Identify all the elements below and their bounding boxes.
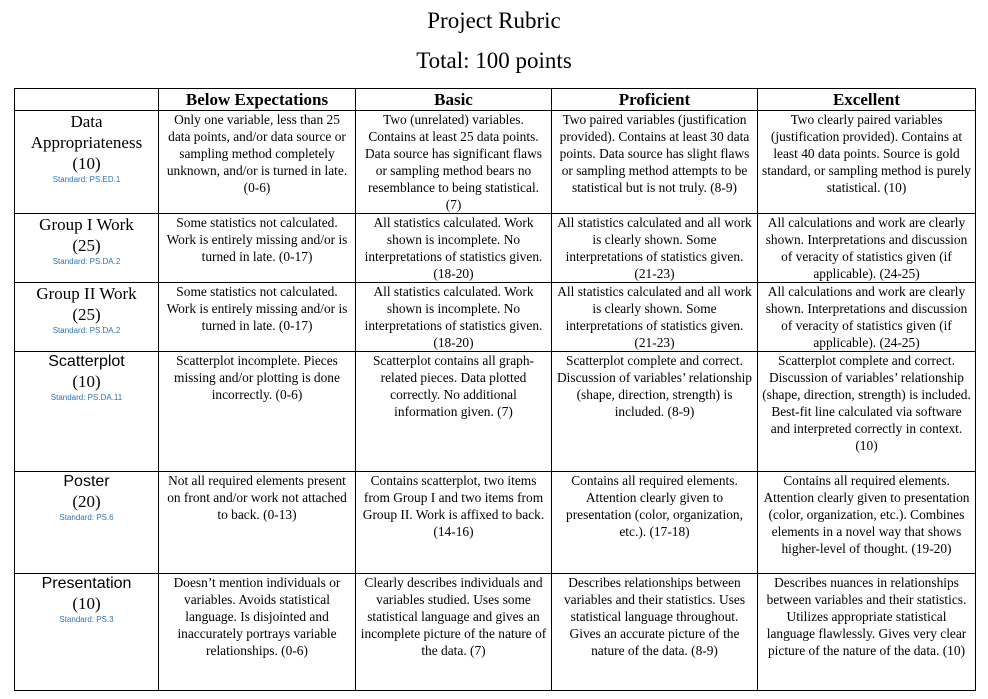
table-row [15, 352, 976, 472]
criterion-cell [15, 283, 159, 352]
table-row [15, 111, 976, 214]
criterion-name: Data Appropriateness [30, 112, 143, 152]
rubric-cell-basic: Scatterplot contains all graph-related pieces. Data plotted correctly. No additional information given. (7) [356, 352, 552, 472]
criterion-standard: Standard: PS.DA.2 [52, 257, 121, 266]
criterion-points: (10) [72, 594, 101, 613]
column-header-proficient: Proficient [552, 89, 758, 111]
rubric-cell-excellent: Scatterplot complete and correct. Discussion of variables’ relationship (shape, direction, strength) is included. Best-fit line calculated via software and interpreted correctly in context. (10) [758, 352, 976, 472]
criterion-standard: Standard: PS.ED.1 [52, 175, 121, 184]
rubric-table [14, 88, 976, 691]
rubric-cell-excellent: Describes nuances in relationships between variables and their statistics. Utilizes appropriate statistical language flawlessly. Gives very clear picture of the nature of the data. (10) [758, 574, 976, 691]
table-row [15, 574, 976, 691]
rubric-cell-basic: All statistics calculated. Work shown is incomplete. No interpretations of statistics given. (18-20) [356, 214, 552, 283]
rubric-cell-excellent: All calculations and work are clearly shown. Interpretations and discussion of veracity of statistics given (if applicable). (24-25) [758, 214, 976, 283]
rubric-cell-proficient: Describes relationships between variables and their statistics. Uses statistical language throughout. Gives an accurate picture of the nature of the data. (8-9) [552, 574, 758, 691]
rubric-cell-proficient: Scatterplot complete and correct. Discussion of variables’ relationship (shape, direction, strength) is included. (8-9) [552, 352, 758, 472]
rubric-cell-basic: Two (unrelated) variables. Contains at least 25 data points. Data source has significant flaws or sampling method bears no resemblance to being statistical. (7) [356, 111, 552, 214]
page-title: Project Rubric [427, 8, 561, 33]
page-subtitle: Total: 100 points [416, 48, 572, 73]
column-header-below-expectations: Below Expectations [159, 89, 356, 111]
criterion-standard: Standard: PS.DA.11 [50, 393, 123, 402]
column-header-basic: Basic [356, 89, 552, 111]
criterion-cell [15, 214, 159, 283]
rubric-cell-excellent: All calculations and work are clearly shown. Interpretations and discussion of veracity of statistics given (if applicable). (24-25) [758, 283, 976, 352]
criterion-name: Group II Work [36, 284, 137, 303]
table-row [15, 472, 976, 574]
rubric-cell-proficient: All statistics calculated and all work is clearly shown. Some interpretations of statistics given. (21-23) [552, 283, 758, 352]
rubric-cell-basic: All statistics calculated. Work shown is incomplete. No interpretations of statistics given. (18-20) [356, 283, 552, 352]
rubric-cell-below-expectations: Some statistics not calculated. Work is entirely missing and/or is turned in late. (0-17) [159, 214, 356, 283]
rubric-cell-excellent: Contains all required elements. Attention clearly given to presentation (color, organization, etc.). Combines elements in a novel way that shows higher-level of thought. (19-20) [758, 472, 976, 574]
rubric-cell-below-expectations: Only one variable, less than 25 data points, and/or data source or sampling method completely unknown, and/or is turned in late. (0-6) [159, 111, 356, 214]
criterion-points: (25) [72, 305, 101, 324]
rubric-cell-proficient: All statistics calculated and all work is clearly shown. Some interpretations of statistics given. (21-23) [552, 214, 758, 283]
criterion-points: (25) [72, 236, 101, 255]
criterion-standard: Standard: PS.3 [59, 615, 114, 624]
criterion-points: (10) [72, 154, 101, 173]
criterion-cell [15, 574, 159, 691]
rubric-cell-basic: Contains scatterplot, two items from Group I and two items from Group II. Work is affixed to back. (14-16) [356, 472, 552, 574]
criterion-cell [15, 352, 159, 472]
criterion-points: (20) [72, 492, 101, 511]
criterion-cell [15, 472, 159, 574]
rubric-cell-excellent: Two clearly paired variables (justification provided). Contains at least 40 data points. Source is gold standard, or sampling method is purely statistical. (10) [758, 111, 976, 214]
rubric-cell-proficient: Contains all required elements. Attention clearly given to presentation (color, organization, etc.). (17-18) [552, 472, 758, 574]
criterion-name: Scatterplot [48, 353, 125, 370]
criterion-name: Poster [63, 473, 110, 490]
criterion-name: Presentation [41, 575, 132, 592]
header-row [15, 89, 976, 111]
criterion-standard: Standard: PS.DA.2 [52, 326, 121, 335]
column-header-criterion [15, 89, 159, 111]
rubric-cell-below-expectations: Not all required elements present on front and/or work not attached to back. (0-13) [159, 472, 356, 574]
rubric-cell-proficient: Two paired variables (justification provided). Contains at least 30 data points. Data source has slight flaws or sampling method attempts to be statistical but is not truly. (8-9) [552, 111, 758, 214]
table-row [15, 283, 976, 352]
criterion-standard: Standard: PS.6 [59, 513, 114, 522]
criterion-points: (10) [72, 372, 101, 391]
criterion-cell [15, 111, 159, 214]
rubric-cell-below-expectations: Some statistics not calculated. Work is entirely missing and/or is turned in late. (0-17) [159, 283, 356, 352]
rubric-cell-below-expectations: Scatterplot incomplete. Pieces missing and/or plotting is done incorrectly. (0-6) [159, 352, 356, 472]
column-header-excellent: Excellent [758, 89, 976, 111]
table-row [15, 214, 976, 283]
criterion-name: Group I Work [39, 215, 134, 234]
rubric-cell-basic: Clearly describes individuals and variables studied. Uses some statistical language and gives an incomplete picture of the nature of the data. (7) [356, 574, 552, 691]
rubric-cell-below-expectations: Doesn’t mention individuals or variables. Avoids statistical language. Is disjointed and inaccurately portrays variable relationships. (0-6) [159, 574, 356, 691]
